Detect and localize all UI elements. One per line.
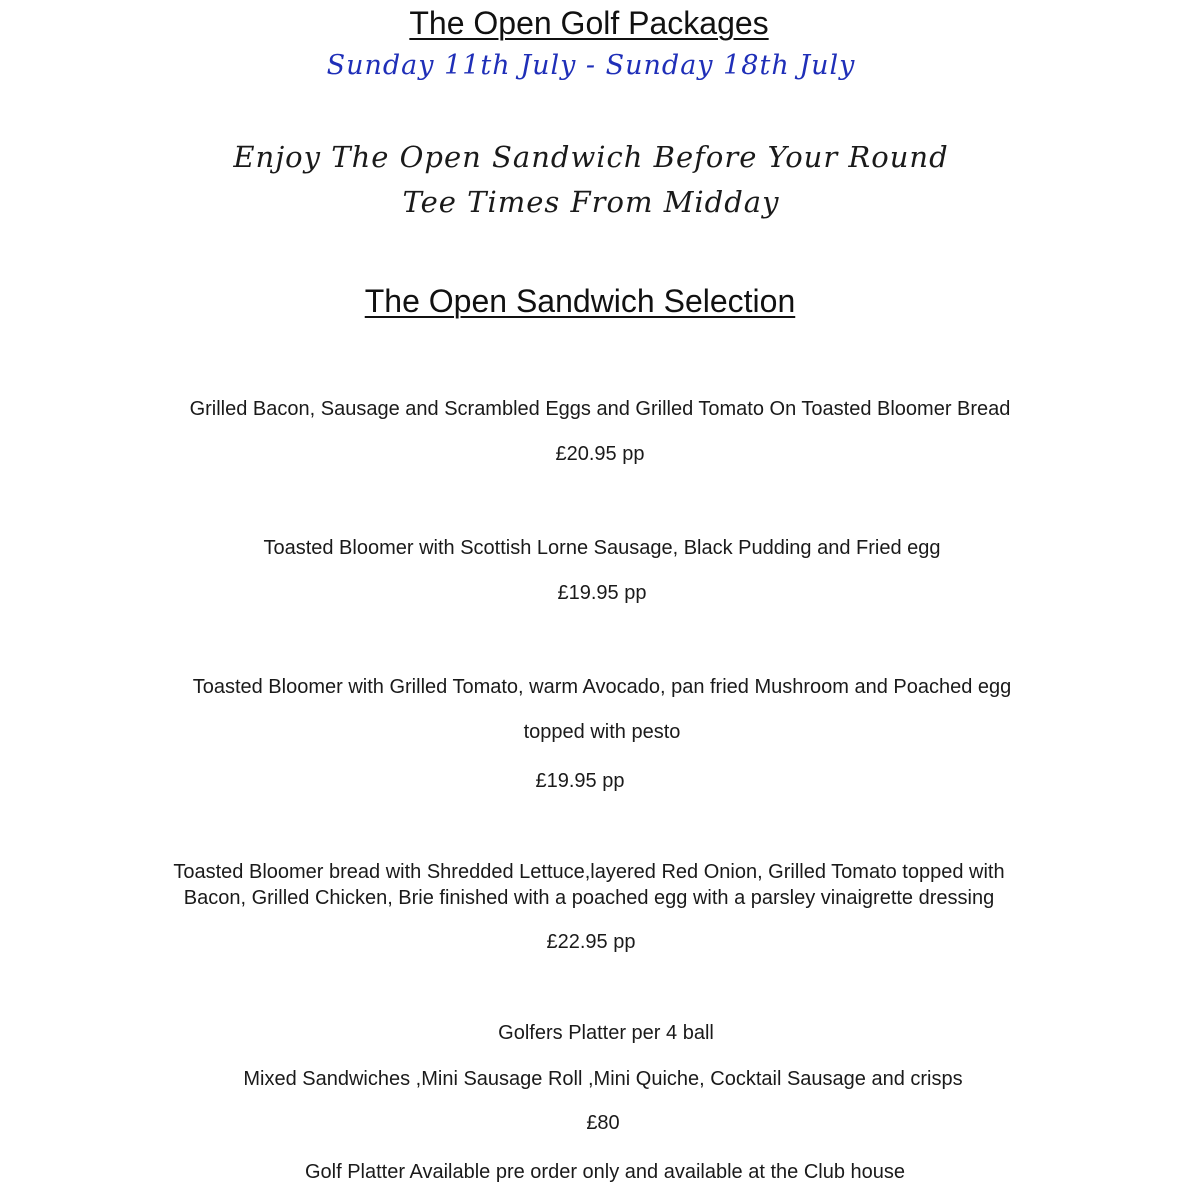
section-title: The Open Sandwich Selection xyxy=(364,283,796,319)
tagline-primary: Enjoy The Open Sandwich Before Your Round xyxy=(233,140,949,174)
menu-item-description: Toasted Bloomer with Grilled Tomato, warm Avocado, pan fried Mushroom and Poached egg xyxy=(192,676,1012,698)
menu-item-price: £20.95 pp xyxy=(555,443,645,465)
platter-price: £80 xyxy=(586,1112,620,1134)
platter-title: Golfers Platter per 4 ball xyxy=(498,1022,714,1044)
tagline-secondary: Tee Times From Midday xyxy=(402,185,780,219)
menu-item-description: Toasted Bloomer with Scottish Lorne Sausage, Black Pudding and Fried egg xyxy=(263,537,941,559)
page-title: The Open Golf Packages xyxy=(409,5,769,41)
platter-note: Golf Platter Available pre order only and available at the Club house xyxy=(304,1161,905,1183)
menu-item-description: Grilled Bacon, Sausage and Scrambled Eggs and Grilled Tomato On Toasted Bloomer Bread xyxy=(189,398,1011,420)
menu-item-price: £19.95 pp xyxy=(535,770,625,792)
platter-contents: Mixed Sandwiches ,Mini Sausage Roll ,Mini Quiche, Cocktail Sausage and crisps xyxy=(243,1068,963,1090)
menu-item-description-continued: Bacon, Grilled Chicken, Brie finished with a poached egg with a parsley vinaigrette dressing xyxy=(183,887,995,909)
menu-item-price: £22.95 pp xyxy=(546,931,636,953)
menu-item-price: £19.95 pp xyxy=(557,582,647,604)
menu-item-description-continued: topped with pesto xyxy=(523,721,681,743)
date-range: Sunday 11th July - Sunday 18th July xyxy=(326,50,856,81)
menu-item-description: Toasted Bloomer bread with Shredded Lettuce,layered Red Onion, Grilled Tomato topped with xyxy=(173,861,1005,883)
